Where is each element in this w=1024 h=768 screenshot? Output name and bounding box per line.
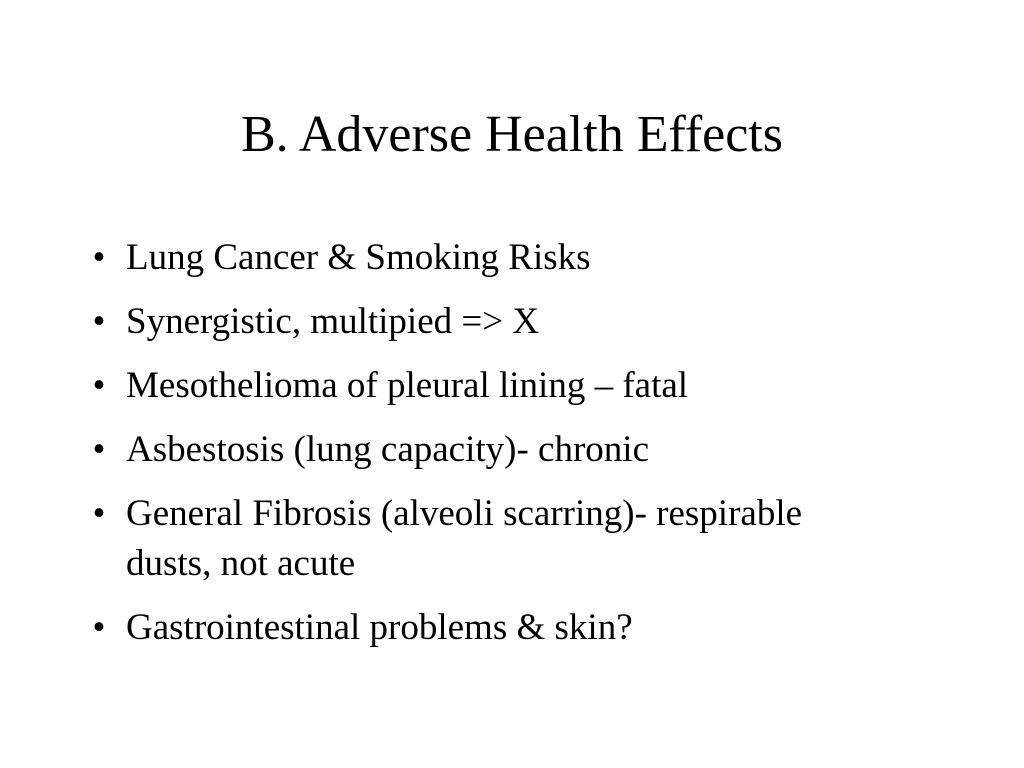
- bullet-text: Synergistic, multipied => X: [126, 301, 540, 342]
- bullet-dot-icon: •: [92, 429, 106, 470]
- bullet-dot-icon: •: [92, 301, 106, 342]
- bullet-list: [84, 233, 804, 667]
- bullet-item-synergistic: [84, 297, 804, 347]
- bullet-item-lung-cancer: [84, 233, 804, 283]
- bullet-text: Mesothelioma of pleural lining – fatal: [126, 365, 689, 406]
- bullet-text: Lung Cancer & Smoking Risks: [126, 237, 591, 278]
- bullet-dot-icon: •: [92, 365, 106, 406]
- bullet-item-asbestosis: [84, 425, 804, 475]
- bullet-text: Gastrointestinal problems & skin?: [126, 607, 633, 648]
- bullet-text: Asbestosis (lung capacity)- chronic: [126, 429, 649, 470]
- bullet-text: General Fibrosis (alveoli scarring)- respirable dusts, not acute: [126, 493, 803, 584]
- bullet-item-general-fibrosis: [84, 489, 804, 589]
- slide-title: B. Adverse Health Effects: [241, 106, 783, 163]
- bullet-dot-icon: •: [92, 493, 106, 534]
- bullet-item-mesothelioma: [84, 361, 804, 411]
- bullet-item-gastrointestinal: [84, 603, 804, 653]
- bullet-dot-icon: •: [92, 607, 106, 648]
- bullet-dot-icon: •: [92, 237, 106, 278]
